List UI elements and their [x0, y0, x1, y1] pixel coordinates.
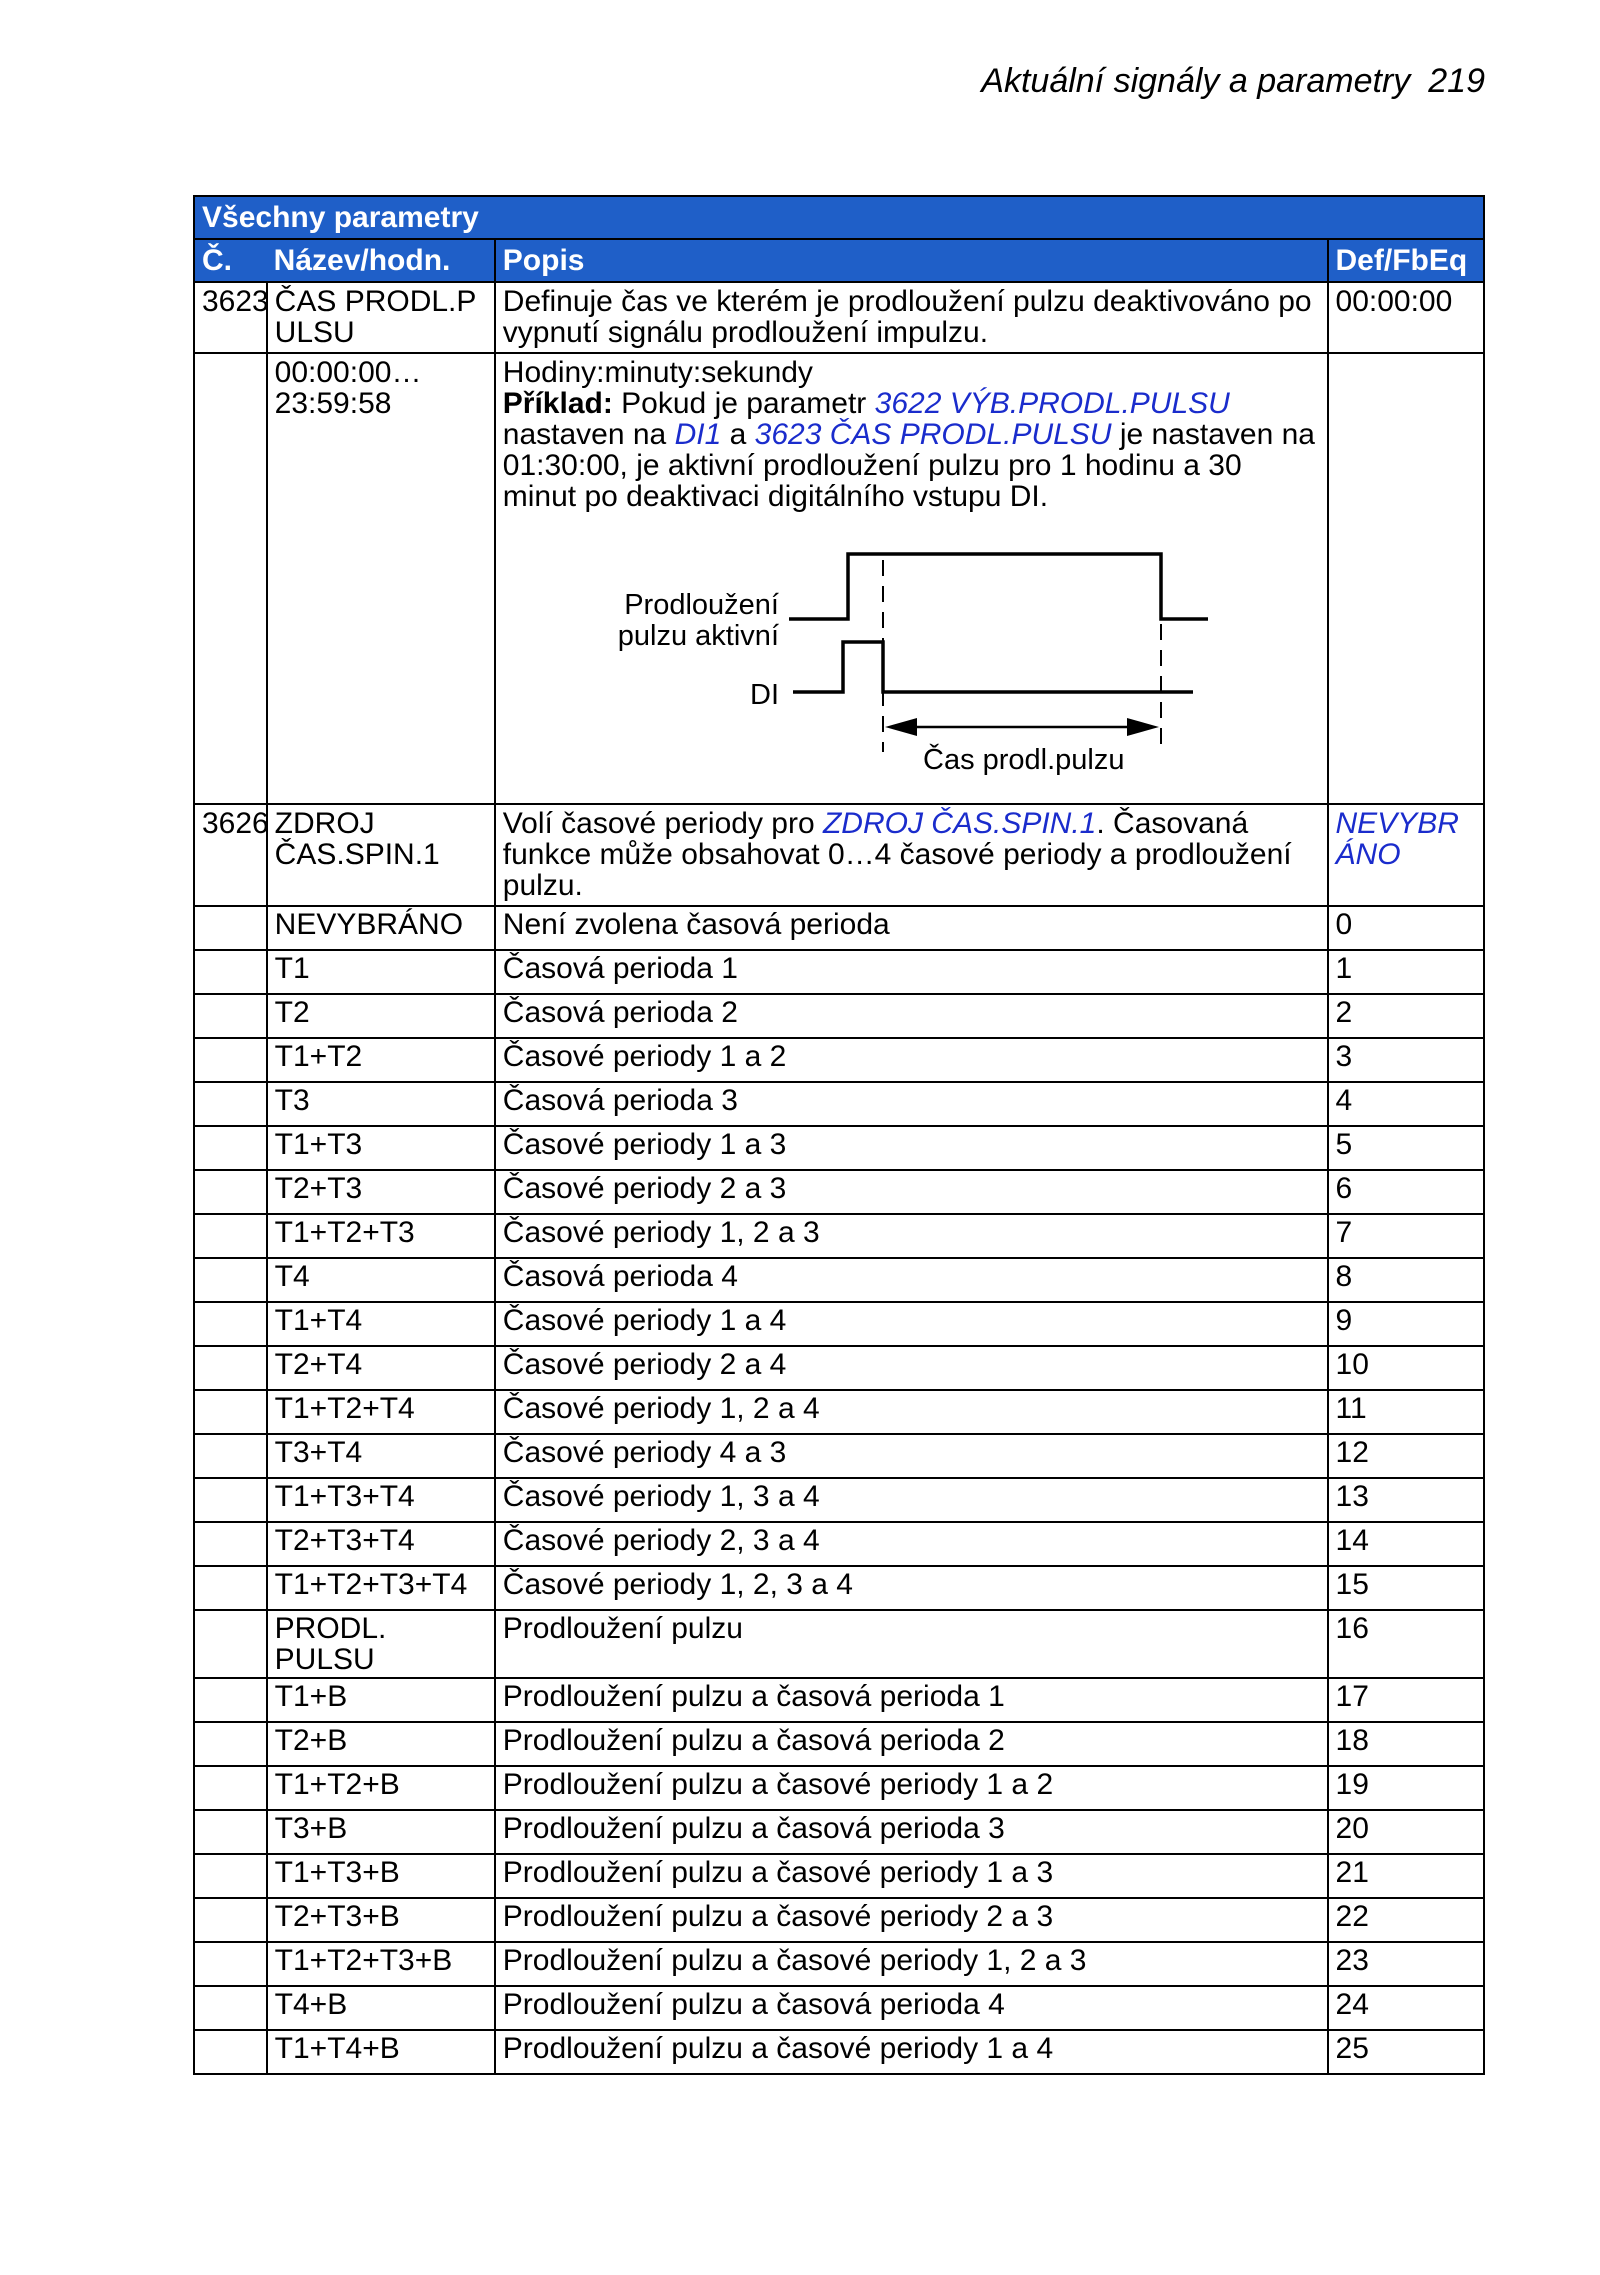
param-range: 00:00:00… 23:59:58 — [267, 353, 495, 804]
value-name: T1+T2 — [267, 1038, 495, 1082]
default-link-nevybrano[interactable]: NEVYBRÁNO — [1335, 807, 1459, 871]
value-description: Časové periody 1, 2 a 3 — [495, 1214, 1328, 1258]
link-di1[interactable]: DI1 — [674, 418, 722, 451]
value-fbeq: 21 — [1328, 1854, 1484, 1898]
value-description: Časové periody 2 a 4 — [495, 1346, 1328, 1390]
page-title: Aktuální signály a parametry — [981, 62, 1411, 100]
value-name: T1+T4+B — [267, 2030, 495, 2074]
table-caption: Všechny parametry — [194, 196, 1484, 239]
value-number-cell — [194, 1214, 267, 1258]
table-row — [194, 1170, 1484, 1214]
value-description: Časové periody 1 a 2 — [495, 1038, 1328, 1082]
value-name: T2+B — [267, 1722, 495, 1766]
value-description: Časové periody 1, 2, 3 a 4 — [495, 1566, 1328, 1610]
value-name: T3+T4 — [267, 1434, 495, 1478]
table-header-row — [194, 239, 1484, 282]
table-row — [194, 1302, 1484, 1346]
value-description: Časové periody 2, 3 a 4 — [495, 1522, 1328, 1566]
page-header — [981, 62, 1485, 101]
column-header-number: Č. — [194, 239, 267, 282]
value-description: Prodloužení pulzu a časová perioda 1 — [495, 1678, 1328, 1722]
value-number-cell — [194, 1478, 267, 1522]
value-fbeq: 9 — [1328, 1302, 1484, 1346]
value-description: Prodloužení pulzu a časové periody 1 a 3 — [495, 1854, 1328, 1898]
value-description: Prodloužení pulzu a časová perioda 3 — [495, 1810, 1328, 1854]
value-description: Časové periody 2 a 3 — [495, 1170, 1328, 1214]
column-header-name: Název/hodn. — [267, 239, 495, 282]
value-name: T1+T2+B — [267, 1766, 495, 1810]
value-number-cell — [194, 1082, 267, 1126]
value-fbeq: 2 — [1328, 994, 1484, 1038]
value-name: T2+T3+T4 — [267, 1522, 495, 1566]
value-number-cell — [194, 1170, 267, 1214]
pulse-active-signal-line — [789, 554, 1208, 619]
value-description: Prodloužení pulzu a časová perioda 4 — [495, 1986, 1328, 2030]
value-fbeq: 20 — [1328, 1810, 1484, 1854]
all-parameters-table — [193, 195, 1485, 2075]
pulse-extension-timing-diagram — [503, 524, 1313, 799]
example-label: Příklad: — [502, 387, 613, 420]
unit-text: Hodiny:minuty:sekundy — [502, 356, 813, 389]
value-fbeq: 10 — [1328, 1346, 1484, 1390]
table-row — [194, 1610, 1484, 1678]
table-row — [194, 1258, 1484, 1302]
value-name: PRODL. PULSU — [267, 1610, 495, 1678]
table-row — [194, 906, 1484, 950]
table-row — [194, 1678, 1484, 1722]
value-name: T1+T2+T3+B — [267, 1942, 495, 1986]
value-number-cell — [194, 1390, 267, 1434]
value-rows — [194, 906, 1484, 2074]
value-number-cell — [194, 1678, 267, 1722]
value-description: Prodloužení pulzu — [495, 1610, 1328, 1678]
value-fbeq: 17 — [1328, 1678, 1484, 1722]
param-number: 3626 — [194, 804, 267, 906]
table-row — [194, 1986, 1484, 2030]
example-text: Příklad: Pokud je parametr 3622 VÝB.PRODL.PULSU nastaven na DI1 a 3623 ČAS PRODL.PULSU je nastaven na 01:30:00, je aktivní prodloužení pulzu pro 1 hodinu a 30 minut po deaktivaci digitálního vstupu DI. — [502, 387, 1315, 513]
value-name: T2+T3 — [267, 1170, 495, 1214]
value-number-cell — [194, 950, 267, 994]
value-fbeq: 11 — [1328, 1390, 1484, 1434]
param-name: ZDROJ ČAS.SPIN.1 — [267, 804, 495, 906]
value-number-cell — [194, 1038, 267, 1082]
value-fbeq: 0 — [1328, 906, 1484, 950]
value-fbeq: 7 — [1328, 1214, 1484, 1258]
table-row — [194, 1522, 1484, 1566]
arrowhead-right — [1127, 718, 1159, 736]
value-fbeq: 25 — [1328, 2030, 1484, 2074]
value-name: T2+T4 — [267, 1346, 495, 1390]
value-description: Časová perioda 1 — [495, 950, 1328, 994]
value-number-cell — [194, 1434, 267, 1478]
param-3623-row — [194, 282, 1484, 353]
value-number-cell — [194, 1522, 267, 1566]
table-row — [194, 1766, 1484, 1810]
column-header-description: Popis — [495, 239, 1328, 282]
param-range-description — [495, 353, 1328, 804]
table-row — [194, 1722, 1484, 1766]
value-description: Prodloužení pulzu a časové periody 2 a 3 — [495, 1898, 1328, 1942]
label-extension-time: Čas prodl.pulzu — [922, 744, 1125, 776]
value-description: Časové periody 1 a 3 — [495, 1126, 1328, 1170]
page-number: 219 — [1428, 62, 1485, 100]
value-description: Časové periody 4 a 3 — [495, 1434, 1328, 1478]
value-description: Časová perioda 3 — [495, 1082, 1328, 1126]
table-row — [194, 1434, 1484, 1478]
value-number-cell — [194, 1766, 267, 1810]
label-pulse-active-line1: Prodloužení — [624, 589, 779, 621]
value-number-cell — [194, 1610, 267, 1678]
param-3626-row — [194, 804, 1484, 906]
label-di: DI — [749, 679, 779, 711]
table-row — [194, 1082, 1484, 1126]
value-fbeq: 4 — [1328, 1082, 1484, 1126]
param-default: 00:00:00 — [1328, 282, 1484, 353]
link-3622[interactable]: 3622 VÝB.PRODL.PULSU — [874, 387, 1230, 420]
table-caption-row — [194, 196, 1484, 239]
value-name: T1+T2+T3+T4 — [267, 1566, 495, 1610]
value-name: T3 — [267, 1082, 495, 1126]
value-name: T3+B — [267, 1810, 495, 1854]
value-fbeq: 15 — [1328, 1566, 1484, 1610]
value-fbeq: 24 — [1328, 1986, 1484, 2030]
value-name: T1+T4 — [267, 1302, 495, 1346]
label-pulse-active-line2: pulzu aktivní — [617, 620, 779, 652]
value-name: T1+T2+T3 — [267, 1214, 495, 1258]
table-body — [194, 282, 1484, 906]
table-row — [194, 950, 1484, 994]
value-name: T1+B — [267, 1678, 495, 1722]
value-number-cell — [194, 994, 267, 1038]
value-fbeq: 13 — [1328, 1478, 1484, 1522]
value-fbeq: 3 — [1328, 1038, 1484, 1082]
table-row — [194, 1810, 1484, 1854]
value-name: T4 — [267, 1258, 495, 1302]
value-number-cell — [194, 1942, 267, 1986]
table-row — [194, 1346, 1484, 1390]
table-row — [194, 2030, 1484, 2074]
value-number-cell — [194, 1346, 267, 1390]
value-fbeq: 6 — [1328, 1170, 1484, 1214]
value-fbeq: 19 — [1328, 1766, 1484, 1810]
arrowhead-left — [885, 718, 917, 736]
value-number-cell — [194, 1258, 267, 1302]
link-3623[interactable]: 3623 ČAS PRODL.PULSU — [754, 418, 1112, 451]
param-3623-range-row — [194, 353, 1484, 804]
table-row — [194, 1854, 1484, 1898]
value-description: Časová perioda 2 — [495, 994, 1328, 1038]
value-number-cell — [194, 1898, 267, 1942]
value-name: T2+T3+B — [267, 1898, 495, 1942]
value-number-cell — [194, 1566, 267, 1610]
table-row — [194, 1126, 1484, 1170]
value-fbeq: 8 — [1328, 1258, 1484, 1302]
table-row — [194, 1942, 1484, 1986]
value-name: T1+T3+T4 — [267, 1478, 495, 1522]
value-fbeq: 22 — [1328, 1898, 1484, 1942]
value-number-cell — [194, 1722, 267, 1766]
value-description: Prodloužení pulzu a časové periody 1 a 4 — [495, 2030, 1328, 2074]
value-fbeq: 12 — [1328, 1434, 1484, 1478]
value-number-cell — [194, 2030, 267, 2074]
value-number-cell — [194, 1126, 267, 1170]
table-row — [194, 1478, 1484, 1522]
value-name: T1+T3+B — [267, 1854, 495, 1898]
table-row — [194, 1214, 1484, 1258]
value-name: T2 — [267, 994, 495, 1038]
value-name: T1+T2+T4 — [267, 1390, 495, 1434]
value-description: Časové periody 1 a 4 — [495, 1302, 1328, 1346]
column-header-default: Def/FbEq — [1328, 239, 1484, 282]
value-number-cell — [194, 1302, 267, 1346]
value-description: Časové periody 1, 3 a 4 — [495, 1478, 1328, 1522]
value-number-cell — [194, 906, 267, 950]
di-signal-line — [793, 642, 1193, 692]
param-name: ČAS PRODL.PULSU — [267, 282, 495, 353]
value-description: Prodloužení pulzu a časové periody 1 a 2 — [495, 1766, 1328, 1810]
value-name: T1+T3 — [267, 1126, 495, 1170]
value-fbeq: 23 — [1328, 1942, 1484, 1986]
value-fbeq: 18 — [1328, 1722, 1484, 1766]
table-row — [194, 1390, 1484, 1434]
value-number-cell — [194, 1986, 267, 2030]
link-zdroj-cas-spin-1[interactable]: ZDROJ ČAS.SPIN.1 — [822, 807, 1097, 840]
value-description: Prodloužení pulzu a časové periody 1, 2 a 3 — [495, 1942, 1328, 1986]
value-description: Prodloužení pulzu a časová perioda 2 — [495, 1722, 1328, 1766]
table-row — [194, 1566, 1484, 1610]
value-name: T1 — [267, 950, 495, 994]
param-default — [1328, 804, 1484, 906]
value-name: NEVYBRÁNO — [267, 906, 495, 950]
value-fbeq: 14 — [1328, 1522, 1484, 1566]
table-row — [194, 1898, 1484, 1942]
value-number-cell — [194, 1810, 267, 1854]
value-description: Časová perioda 4 — [495, 1258, 1328, 1302]
value-number-cell — [194, 1854, 267, 1898]
table-row — [194, 994, 1484, 1038]
value-fbeq: 16 — [1328, 1610, 1484, 1678]
value-description: Není zvolena časová perioda — [495, 906, 1328, 950]
value-name: T4+B — [267, 1986, 495, 2030]
value-description: Časové periody 1, 2 a 4 — [495, 1390, 1328, 1434]
param-description: Volí časové periody pro ZDROJ ČAS.SPIN.1. Časovaná funkce může obsahovat 0…4 časové periody a prodloužení pulzu. — [495, 804, 1328, 906]
param-number: 3623 — [194, 282, 267, 353]
value-fbeq: 5 — [1328, 1126, 1484, 1170]
table-row — [194, 1038, 1484, 1082]
value-fbeq: 1 — [1328, 950, 1484, 994]
param-description: Definuje čas ve kterém je prodloužení pulzu deaktivováno po vypnutí signálu prodloužení impulzu. — [495, 282, 1328, 353]
